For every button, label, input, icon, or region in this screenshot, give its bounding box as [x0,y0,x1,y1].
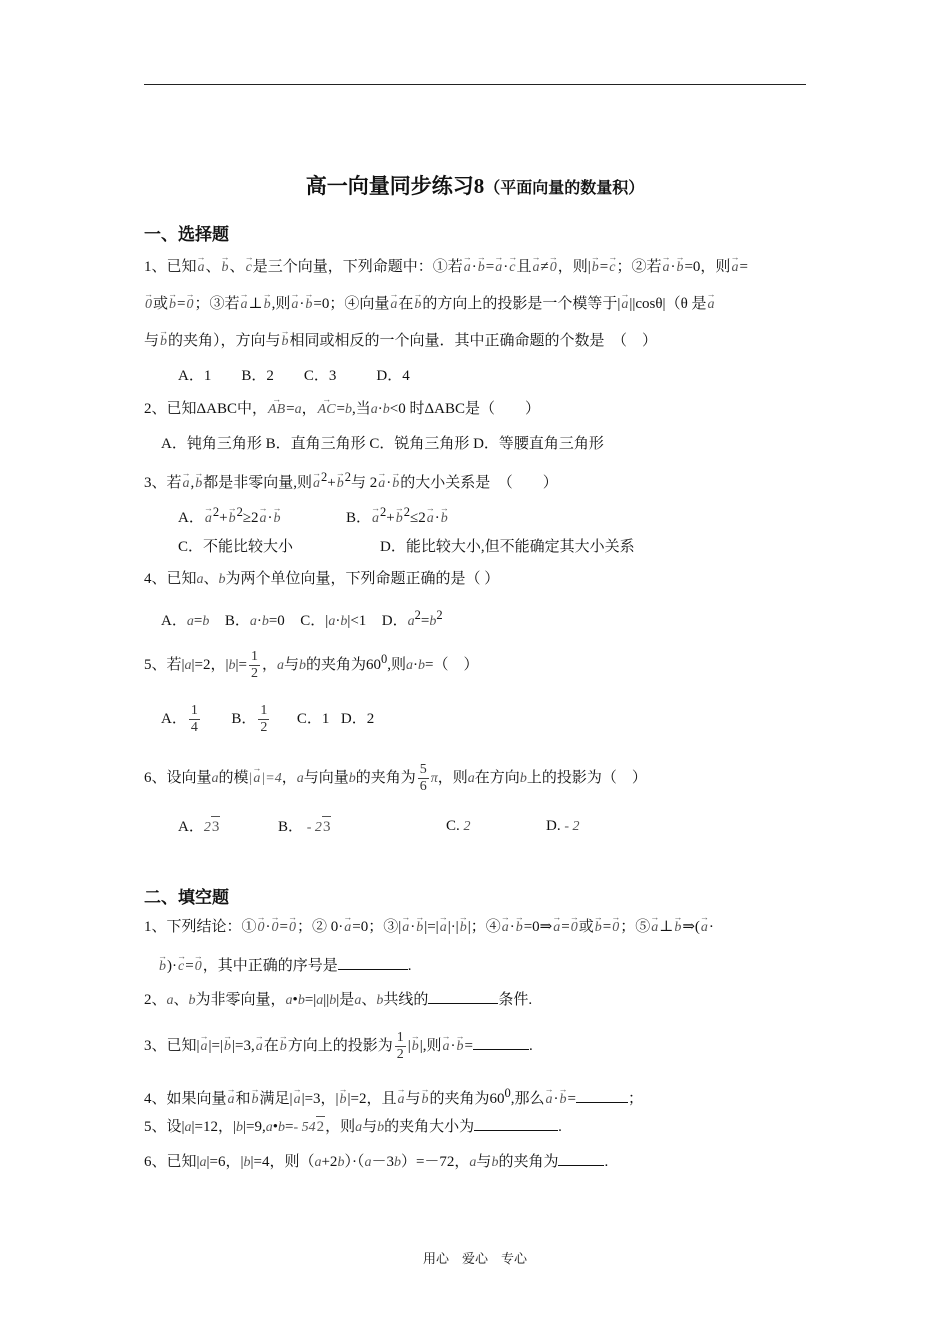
q1-options [178,366,410,386]
q5-options [161,702,374,736]
q3-option-b[interactable]: B．→ $a^2+\to b^2\le 2\to a\cdot\to b$ [346,502,449,529]
f3-line: 3、已知|→ a|=|→ b|=3,→ a在→ b方向上的投影为 $\frac{1}{2}$ |→ b|,则→ a·→ b= . [144,1030,533,1063]
q1-line2: → 0或→ b=→ 0；③若→ a⊥→ b,则→ a·→ b=0；④向量→ a在→ b的方向上的投影是一个模等于|→ a||cosθ|（θ 是→ a [144,294,716,315]
q6-stem: 6、设向量a的模|→ a|=4，a与向量b的夹角为 $\frac{5}{6}$ π，则a在方向b上的投影为（ ） [144,762,647,795]
q6-option-b[interactable]: B． - 23 [278,816,331,838]
q1-option-d[interactable]: D．4 [376,368,410,384]
q6-option-a[interactable]: A．23 [178,816,220,838]
q1-option-c[interactable]: C．3 [303,368,337,384]
answer-blank[interactable] [576,1088,628,1103]
q5-stem: 5、若|a|=2，|b|= $\frac{1}{2}$ ，a与b的夹角为$60^0$,则a·b=（ ） [144,649,479,682]
title-sub: （平面向量的数量积） [484,180,645,197]
q4-options [161,605,443,632]
fraction-half: $\frac{1}{2}$ [250,649,258,682]
q3-option-c[interactable]: C．不能比较大小 [178,539,294,555]
f1-line2: → b)·→ c=→ 0，其中正确的序号是 . [158,955,411,977]
answer-blank[interactable] [428,989,498,1004]
q4-stem: 4、已知a、b为两个单位向量，下列命题正确的是（ ） [144,571,500,587]
q3-stem: 3、若→ a,→ b都是非零向量,则→ $a^2+\to b^2$与 2→ a·→ b的大小关系是 （ ） [144,467,558,494]
q1-option-a[interactable]: A．1 [178,368,212,384]
q6-option-d[interactable]: D. - 2 [546,818,580,834]
q4-option-a[interactable]: A．a=b [161,613,210,629]
f4-line: 4、如果向量→ a和→ b满足|→ a|=3，|→ b|=2，且→ a与→ b的夹角为$60^0$,那么→ a·→ b= ； [144,1083,643,1110]
q4-option-b[interactable]: B．a·b=0 [224,613,285,629]
q1-line1: 1、已知→ a、→ b、→ c是三个向量，下列命题中：①若→ a·→ b=→ a·→ c且→ a≠→ 0，则|→ b=→ c；②若→ a·→ b=0，则→ a= [144,257,748,278]
f2-line: 2、a、b为非零向量，a•b=|a||b|是a、b共线的 条件. [144,989,532,1011]
answer-blank[interactable] [558,1151,604,1166]
q6-option-c[interactable]: C. 2 [446,818,471,834]
section-choice: 一、选择题 [144,225,229,244]
page-footer: 用心 爱心 专心 [422,1251,527,1266]
q5-option-d[interactable]: D．2 [340,711,375,727]
q2-stem: 2、已知ΔABC中，→ AB=a，→ AC=b,当a·b<0 时ΔABC是（ ） [144,399,540,420]
f6-line: 6、已知|a|=6，|b|=4，则（a+2b）·（a－3b）=－72，a与b的夹角为 . [144,1151,608,1173]
q3-option-d[interactable]: D．能比较大小,但不能确定其大小关系 [380,539,635,555]
q5-option-b[interactable]: B． $\frac{1}{2}$ [231,703,268,736]
q4-option-d[interactable]: D．$a^2=b^2$ [381,608,443,629]
answer-blank[interactable] [474,1116,558,1131]
q1-line3: 与→ b的夹角），方向与→ b相同或相反的一个向量．其中正确命题的个数是 （ ） [144,331,657,352]
title-main: 高一向量同步练习8 [305,174,485,198]
section-fill: 二、填空题 [144,888,229,907]
q4-option-c[interactable]: C．|a·b|<1 [300,613,367,629]
page-title [0,170,950,200]
answer-blank[interactable] [338,955,408,970]
q5-option-c[interactable]: C．1 [296,711,330,727]
f1-line1: 1、下列结论：①→ 0·→ 0=→ 0；② 0·→ a=0；③|→ a·→ b|=|→ a|·|→ b|；④→ a·→ b=0⇒→ a=→ 0或→ b=→ 0；⑤→ a⊥→ b⇒(→ a· [144,917,714,938]
q2-options: A．钝角三角形 B．直角三角形 C．锐角三角形 D．等腰直角三角形 [161,436,604,452]
q1-option-b[interactable]: B．2 [241,368,274,384]
header-rule [144,84,806,85]
answer-blank[interactable] [473,1035,529,1050]
q3-option-a[interactable]: A．→ $a^2+\to b^2\ge 2\to a\cdot\to b$ [178,502,282,529]
q5-option-a[interactable]: A． $\frac{1}{4}$ [161,703,198,736]
f5-line: 5、设|a|=12，|b|=9,a•b=- 542，则a与b的夹角大小为 . [144,1116,562,1138]
